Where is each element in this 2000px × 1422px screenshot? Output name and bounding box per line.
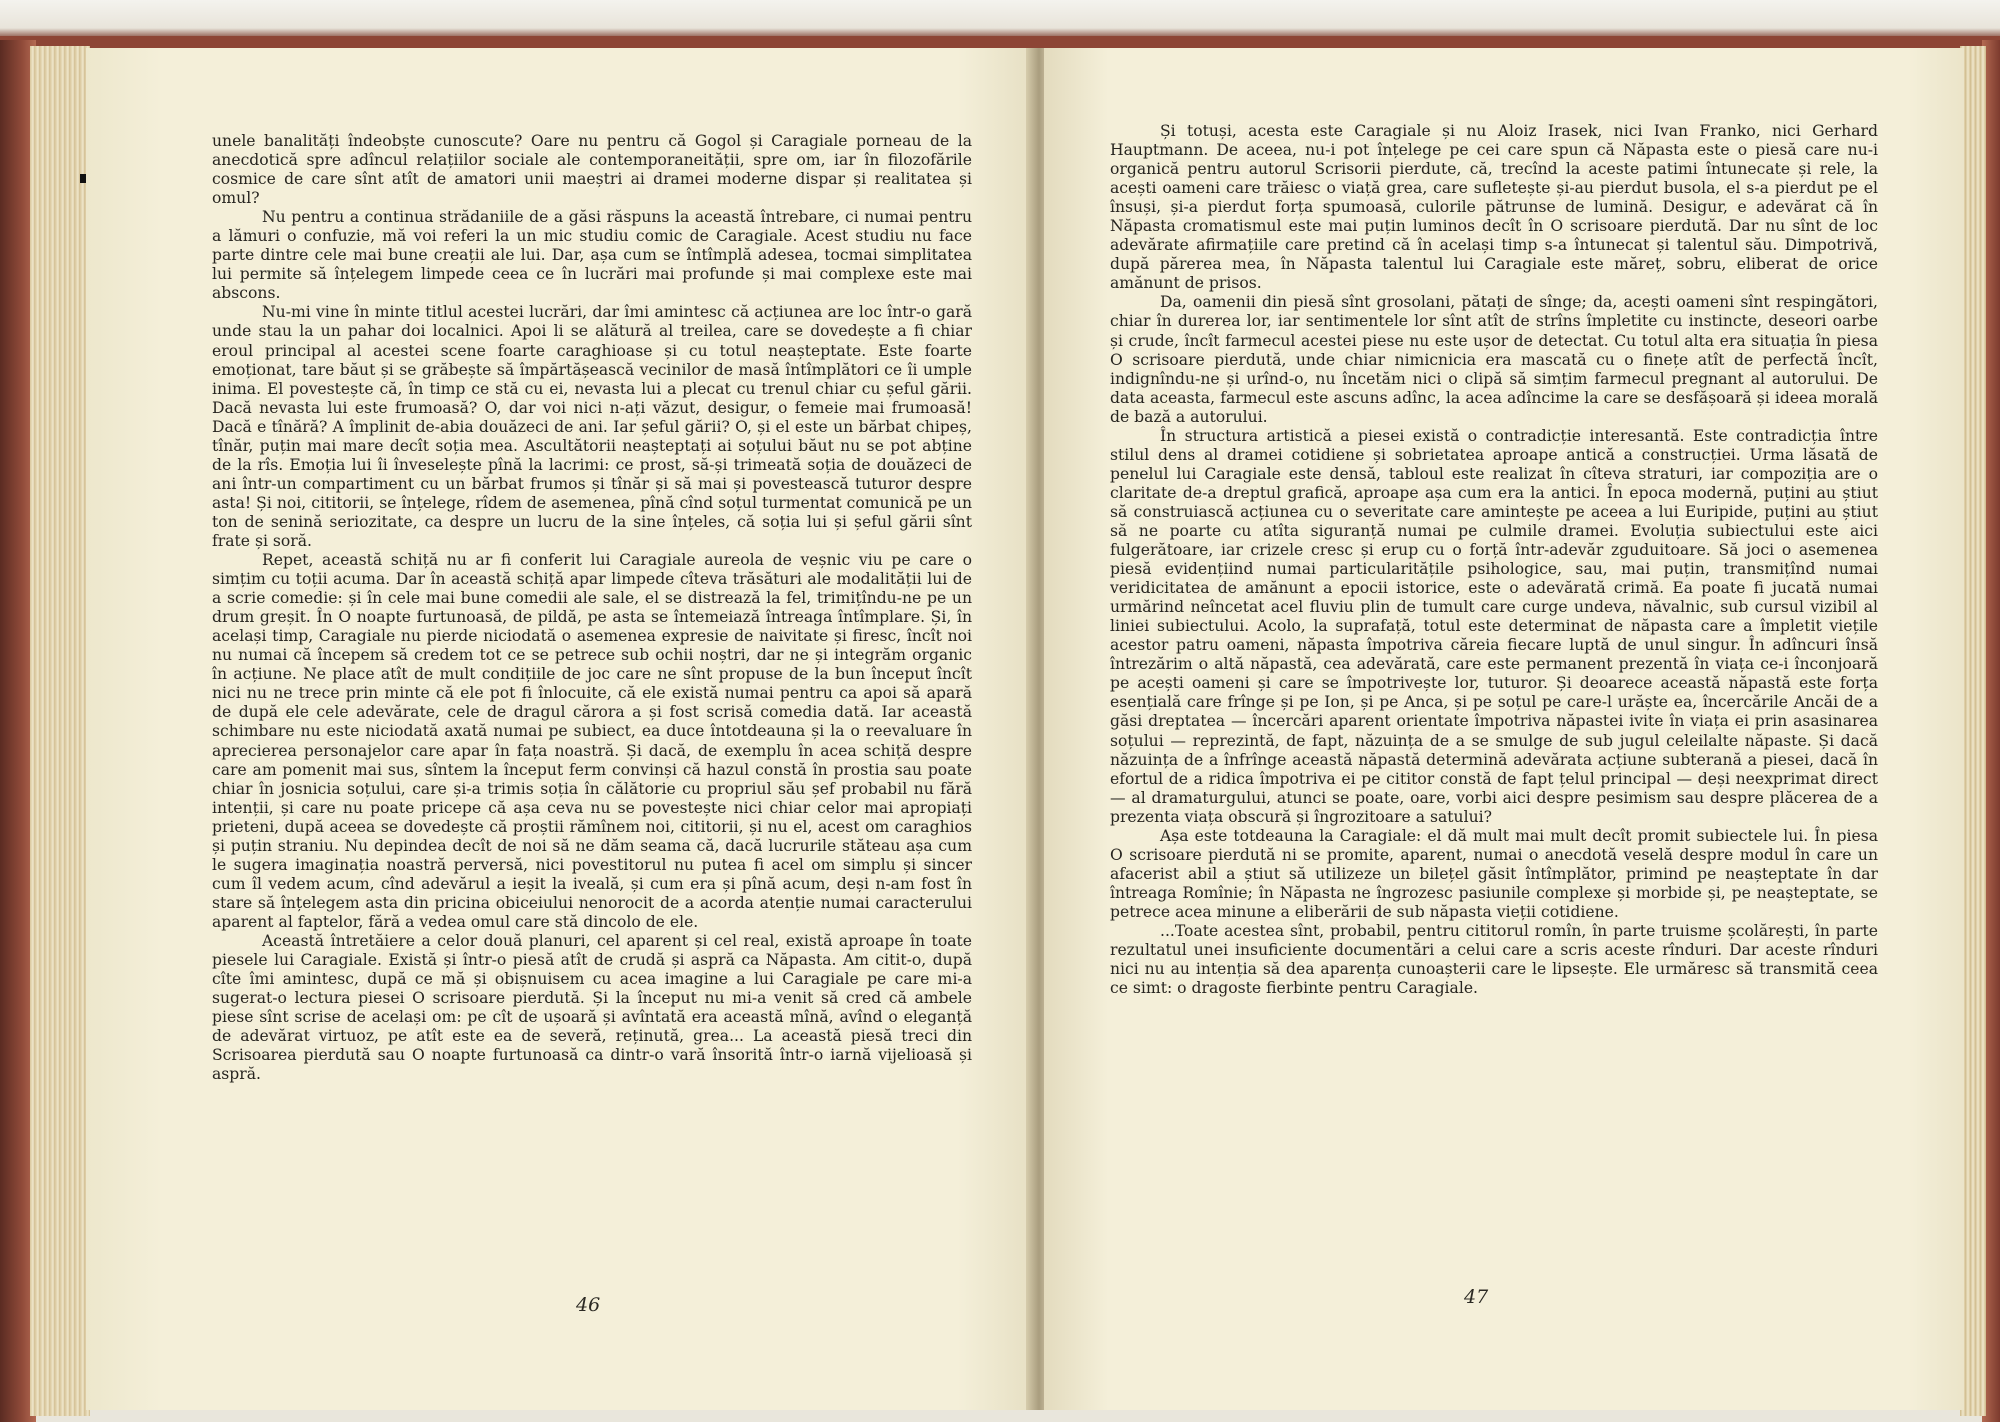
right-page-text — [1110, 122, 1878, 998]
paragraph: Așa este totdeauna la Caragiale: el dă mult mai mult decît promit subiectele lui. În piesa O scrisoare pierdută ni se promite, aparent, numai o anecdotă veselă despre modul în care un afacerist abil a știut să utilizeze un bilețel găsit întîmplător, primind pe neașteptate în dar întreaga Romînie; în Năpasta ne îngrozesc pasiunile complexe și morbide și, pe neașteptate, se petrece acea minune a eliberării de sub năpasta vieții cotidiene. — [1110, 826, 1878, 921]
paragraph: Nu pentru a continua strădaniile de a găsi răspuns la această întrebare, ci numai pentru a lămuri o confuzie, mă voi referi la un mic studiu comic de Caragiale. Acest studiu nu face parte dintre cele mai bune creații ale lui. Dar, așa cum se întîmplă adesea, tocmai simplitatea lui permite să înțelegem limpede ceea ce în lucrări mai profunde și mai complexe este mai abscons. — [212, 208, 972, 303]
paragraph: Și totuși, acesta este Caragiale și nu Aloiz Irasek, nici Ivan Franko, nici Gerhard Hauptmann. De aceea, nu-i pot înțelege pe cei care spun că Năpasta este o piesă care nu-i organică pentru autorul Scrisorii pierdute, că, trecînd la aceste patimi întunecate și rele, la acești oameni care trăiesc o viață grea, care sufletește și-au pierdut busola, el s-a pierdut pe el însuși, și-a pierdut forța spumoasă, culorile pătrunse de lumină. Desigur, e adevărat că în Năpasta cromatismul este mai puțin luminos decît în O scrisoare pierdută. Dar nu sînt de loc adevărate afirmațiile care pretind că în același timp s-a întunecat și talentul său. Dimpotrivă, după părerea mea, în Năpasta talentul lui Caragiale este măreț, sobru, eliberat de orice amănunt de prisos. — [1110, 122, 1878, 293]
paragraph: Nu-mi vine în minte titlul acestei lucrări, dar îmi amintesc că acțiunea are loc într-o gară unde stau la un pahar doi localnici. Apoi li se alătură al treilea, care se dovedește a fi chiar eroul principal al acestei scene foarte caraghioase și cu totul neașteptate. Este foarte emoționat, tare băut și se grăbește să împărtășească vecinilor de masă întîmplători ce îi umple inima. El povestește că, în timp ce stă cu ei, nevasta lui a plecat cu trenul chiar cu șeful gării. Dacă nevasta lui este frumoasă? O, dar voi nici n-ați văzut, desigur, o femeie mai frumoasă! Dacă e tînără? A împlinit de-abia douăzeci de ani. Iar șeful gării? O, și el este un bărbat chipeș, tînăr, puțin mai mare decît soția mea. Ascultătorii neașteptați ai soțului băut nu se pot abține de la rîs. Emoția lui îi înveselește pînă la lacrimi: ce prost, să-și trimeată soția de douăzeci de ani într-un compartiment cu un bărbat frumos și tînăr și să mai și povestească tuturor despre asta! Și noi, cititorii, se înțelege, rîdem de asemenea, pînă cînd soțul turmentat comunică pe un ton de senină seriozitate, ca despre un lucru de la sine înțeles, că soția lui și șeful gării sînt frate și soră. — [212, 303, 972, 550]
left-page-text — [212, 132, 972, 1084]
left-page — [86, 48, 1034, 1410]
paragraph: Da, oamenii din piesă sînt grosolani, pătați de sînge; da, acești oameni sînt respingători, chiar în durerea lor, iar sentimentele lor sînt atît de strîns împletite cu instincte, deseori oarbe și crude, încît farmecul acestei piese nu este ușor de detectat. Cu totul alta era situația în piesa O scrisoare pierdută, unde chiar nimicnicia era mascată cu o finețe atît de perfectă încît, indignîndu-ne și urînd-o, nu încetăm nici o clipă să simțim farmecul pregnant al autorului. De data aceasta, farmecul este ascuns adînc, la acea adîncime la care se desfășoară și ideea morală de bază a autorului. — [1110, 293, 1878, 426]
right-page — [1044, 48, 1964, 1410]
paragraph: Repet, această schiță nu ar fi conferit lui Caragiale aureola de veșnic viu pe care o simțim cu toții acuma. Dar în această schiță apar limpede cîteva trăsături ale modalității lui de a scrie comedie: și în cele mai bune comedii ale sale, el se distrează la fel, trimițîndu-ne pe un drum greșit. În O noapte furtunoasă, de pildă, pe asta se întemeiază întreaga întîmplare. Și, în același timp, Caragiale nu pierde niciodată o asemenea expresie de naivitate și firesc, încît noi nu numai că începem să credem tot ce se petrece sub ochii noștri, dar ne și integrăm organic în acțiune. Ne place atît de mult condițiile de joc care ne sînt propuse de la bun început încît nici nu ne trece prin minte că ele pot fi înlocuite, că ele există numai pentru ca apoi să apară de după ele cele adevărate, cele de dragul cărora a și fost scrisă comedia dată. Iar această schimbare nu este niciodată axată numai pe subiect, ea duce întotdeauna și la o reevaluare în aprecierea personajelor care apar în fața noastră. Și dacă, de exemplu în acea schiță despre care am pomenit mai sus, sîntem la început ferm convinși că hazul constă în prostia sau poate chiar în josnicia soțului, care și-a trimis soția în călătorie cu propriul său șef probabil nu fără intenții, și care nu poate pricepe că așa ceva nu se povestește nici chiar celor mai apropiați prieteni, după aceea se dovedește că proștii rămînem noi, cititorii, și nu el, acest om caraghios și puțin straniu. Nu depindea decît de noi să ne dăm seama că, dacă lucrurile stăteau așa cum le sugera imaginația noastră perversă, nici povestitorul nu putea fi acel om simplu și sincer cum îl vedem acum, cînd adevărul a ieșit la iveală, și cum era și pînă acum, deși n-am fost în stare să înțelegem asta din pricina obiceiului nenorocit de a acorda atenție numai caracterului aparent al faptelor, fără a vedea omul care stă dincolo de ele. — [212, 551, 972, 931]
paragraph: În structura artistică a piesei există o contradicție interesantă. Este contradicția între stilul dens al dramei cotidiene și sobrietatea aproape antică a construcției. Urma lăsată de penelul lui Caragiale este densă, tabloul este realizat în cîteva straturi, iar compoziția are o claritate de-a dreptul grafică, aproape așa cum era la antici. În epoca modernă, puțini au știut să construiască acțiunea cu o severitate care amintește pe aceea a lui Euripide, puțini au știut să ne poarte cu atîta siguranță numai pe culmile dramei. Evoluția subiectului este aici fulgerătoare, iar crizele cresc și erup cu o forță într-adevăr zguduitoare. Să joci o asemenea piesă evidențiind numai particularitățile psihologice, sau, mai puțin, transmițînd numai veridicitatea de amănunt a epocii istorice, este o adevărată crimă. Ea poate fi jucată numai urmărind neîncetat acel fluviu plin de tumult care curge undeva, năvalnic, sub cursul vizibil al liniei subiectului. Acolo, la suprafață, totul este determinat de năpasta care a împletit viețile acestor patru oameni, năpasta împotriva căreia fiecare luptă de unul singur. În adîncuri însă întrezărim o altă năpastă, cea adevărată, care este permanent prezentă în viața ce-i înconjoară pe acești oameni și care se împotrivește lor, tuturor. Și deoarece această năpastă este forța esențială care frînge și pe Ion, și pe Anca, și pe soțul pe care-l urăște ea, încercările Ancăi de a găsi dreptatea — încercări aparent orientate împotriva năpastei ivite în viața ei prin asasinarea soțului — reprezintă, de fapt, năzuința de a se smulge de sub jugul celeilalte năpaste. Și dacă năzuința de a înfrînge această năpastă determină adevărata acțiune subterană a piesei, dacă în efortul de a ridica împotriva ei pe cititor constă de fapt țelul principal — deși neexprimat direct — al dramaturgului, atunci se poate, oare, vorbi aici despre pesimism sau despre plăcerea de a prezenta viața obscură și îngrozitoare a satului? — [1110, 426, 1878, 826]
paragraph: Această întretăiere a celor două planuri, cel aparent și cel real, există aproape în toate piesele lui Caragiale. Există și într-o piesă atît de crudă și aspră ca Năpasta. Am citit-o, după cîte îmi amintesc, după ce mă și obișnuisem cu acea imagine a lui Caragiale pe care mi-a sugerat-o lectura piesei O scrisoare pierdută. Și la început nu mi-a venit să cred că ambele piese sînt scrise de același om: pe cît de ușoară și avîntată era această mînă, avînd o eleganță de adevărat virtuoz, pe atît este ea de severă, reținută, grea... La această piesă treci din Scrisoarea pierdută sau O noapte furtunoasă ca dintr-o vară însorită într-o iarnă vijelioasă și aspră. — [212, 931, 972, 1084]
paragraph: ...Toate acestea sînt, probabil, pentru cititorul romîn, în parte truisme școlărești, în parte rezultatul unei insuficiente documentări a celui care a scris aceste rînduri. Dar aceste rînduri nici nu au intenția să dea aparența cunoașterii care le lipsește. Ele urmăresc să transmită ceea ce simt: o dragoste fierbinte pentru Caragiale. — [1110, 921, 1878, 998]
page-number: 46 — [576, 1294, 601, 1316]
page-edges-left — [30, 46, 90, 1416]
paragraph: unele banalități îndeobște cunoscute? Oare nu pentru că Gogol și Caragiale porneau de la anecdotică spre adîncul relațiilor sociale ale contemporaneității, spre om, iar în filozofările cosmice de care sînt atît de amatori unii maeștri ai dramei moderne dispar și realitatea și omul? — [212, 132, 972, 208]
page-number: 47 — [1464, 1286, 1489, 1308]
top-background — [0, 0, 2000, 40]
